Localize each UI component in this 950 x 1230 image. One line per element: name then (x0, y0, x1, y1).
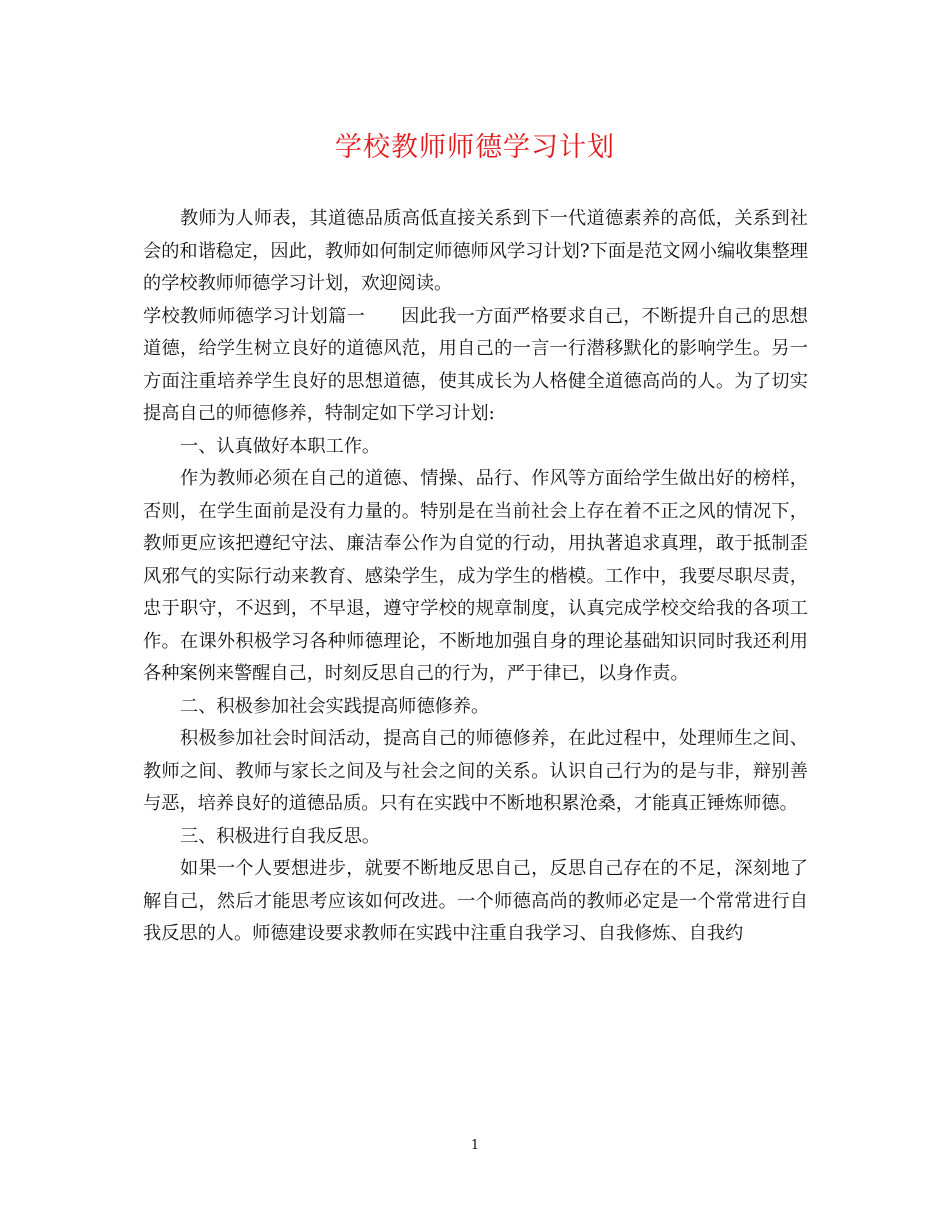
section-label: 学校教师师德学习计划篇一 (143, 305, 366, 327)
paragraph-1: 作为教师必须在自己的道德、情操、品行、作风等方面给学生做出好的榜样，否则，在学生面前是没有力量的。特别是在当前社会上存在着不正之风的情况下，教师更应该把遵纪守法、廉洁奉公作为自觉的行动，用执著追求真理，敢于抵制歪风邪气的实际行动来教育、感染学生，成为学生的楷模。工作中，我要尽职尽责，忠于职守，不迟到，不早退，遵守学校的规章制度，认真完成学校交给我的各项工作。在课外积极学习各种师德理论，不断地加强自身的理论基础知识同时我还利用各种案例来警醒自己，时刻反思自己的行为，严于律已，以身作责。 (143, 468, 808, 684)
document-body (143, 203, 808, 951)
section-text: 因此我一方面严格要求自己，不断提升自己的思想道德，给学生树立良好的道德风范，用自己的一言一行潜移默化的影响学生。另一方面注重培养学生良好的思想道德，使其成长为人格健全道德高尚的人。为了切实提高自己的师德修养，特制定如下学习计划: (143, 305, 808, 424)
heading-1: 一、认真做好本职工作。 (180, 435, 381, 457)
intro-paragraph: 教师为人师表，其道德品质高低直接关系到下一代道德素养的高低，关系到社会的和谐稳定，因此，教师如何制定师德师风学习计划?下面是范文网小编收集整理的学校教师师德学习计划，欢迎阅读。 (143, 208, 808, 294)
section-paragraph (143, 301, 808, 431)
page-number: 1 (470, 1138, 480, 1153)
heading-3: 三、积极进行自我反思。 (180, 825, 381, 847)
paragraph-2: 积极参加社会时间活动，提高自己的师德修养，在此过程中，处理师生之间、教师之间、教师与家长之间及与社会之间的关系。认识自己行为的是与非，辩别善与恶，培养良好的道德品质。只有在实践中不断地积累沧桑，才能真正锤炼师德。 (143, 728, 808, 814)
heading-2: 二、积极参加社会实践提高师德修养。 (180, 695, 490, 717)
document-title: 学校教师师德学习计划 (335, 132, 615, 163)
paragraph-3: 如果一个人要想进步，就要不断地反思自己，反思自己存在的不足，深刻地了解自己，然后才能思考应该如何改进。一个师德高尚的教师必定是一个常常进行自我反思的人。师德建设要求教师在实践中注重自我学习、自我修炼、自我约 (143, 858, 808, 944)
